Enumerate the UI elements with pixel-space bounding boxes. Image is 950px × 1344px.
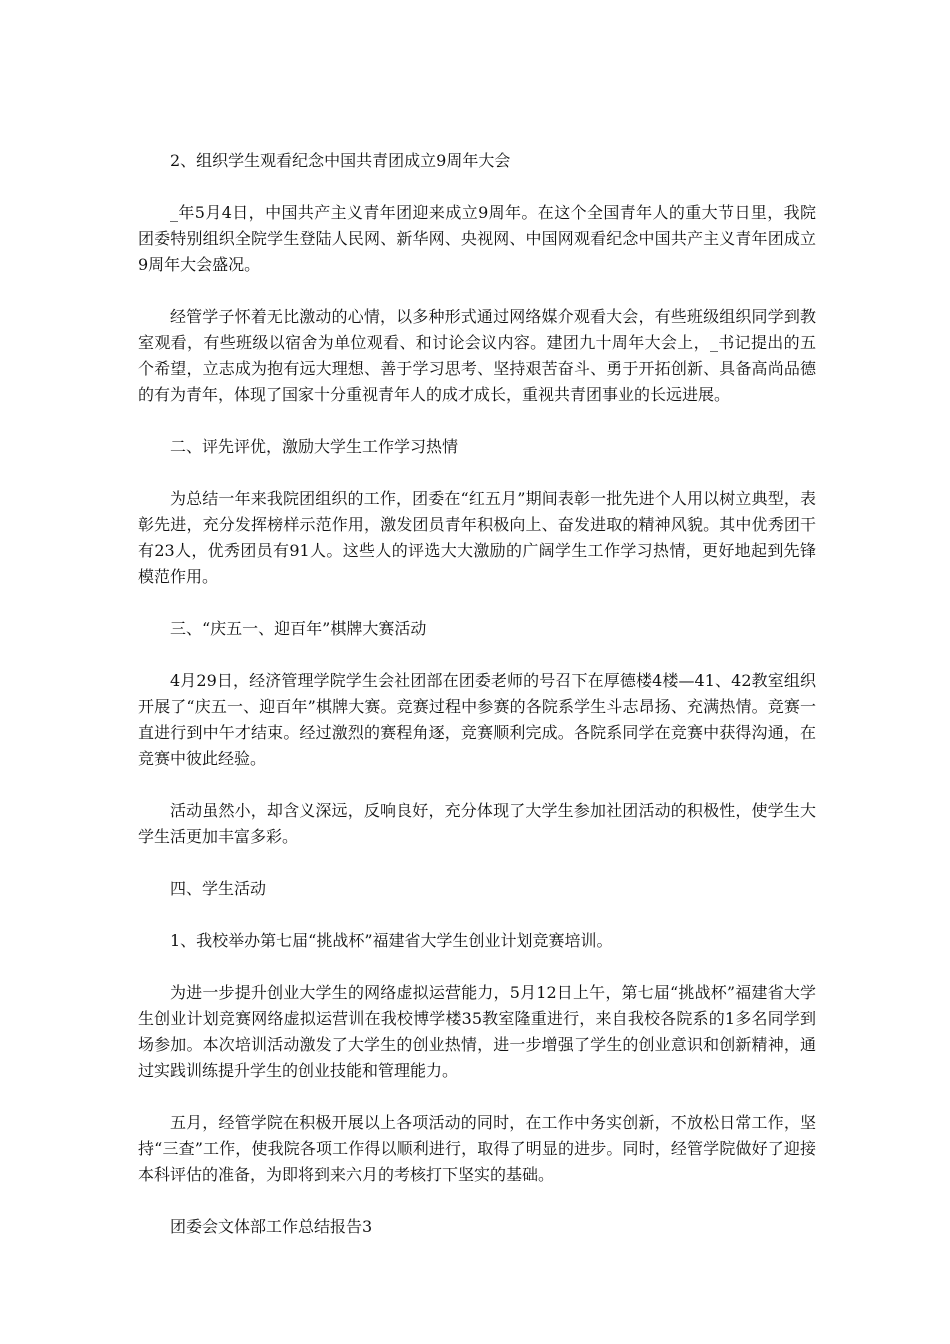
subsection-heading-1: 1、我校举办第七届“挑战杯”福建省大学生创业计划竞赛培训。 <box>170 931 613 950</box>
section-heading-1: 二、评先评优，激励大学生工作学习热情 <box>170 437 459 456</box>
paragraph-item-3: 经管学子怀着无比激动的心情，以多种形式通过网络媒介观看大会，有些班级组织同学到教室观看，有些班级以宿舍为单位观看、和讨论会议内容。建团九十周年大会上，_书记提出的五个希望，立志成为抱有远大理想、善于学习思考、坚持艰苦奋斗、勇于开拓创新、具备高尚品德的有为青年，体现了国家十分重视青年人的成才成长，重视共青团事业的长远进展。 <box>138 307 816 404</box>
document-body <box>138 148 816 1266</box>
paragraph-item-5: 4月29日，经济管理学院学生会社团部在团委老师的号召下在厚德楼4楼—41、42教室组织开展了“庆五一、迎百年”棋牌大赛。竞赛过程中参赛的各院系学生斗志昂扬、充满热情。竞赛一直进行到中午才结束。经过激烈的赛程角逐，竞赛顺利完成。各院系同学在竞赛中获得沟通，在竞赛中彼此经验。 <box>138 671 816 768</box>
document-subtitle: 团委会文体部工作总结报告3 <box>170 1217 373 1236</box>
paragraph-item-6: 活动虽然小，却含义深远，反响良好，充分体现了大学生参加社团活动的积极性，使学生大学生活更加丰富多彩。 <box>138 801 816 846</box>
paragraph-item-7: 为进一步提升创业大学生的网络虚拟运营能力，5月12日上午，第七届“挑战杯”福建省大学生创业计划竞赛网络虚拟运营训在我校博学楼35教室隆重进行，来自我校各院系的1多名同学到场参加。本次培训活动激发了大学生的创业热情，进一步增强了学生的创业意识和创新精神，通过实践训练提升学生的创业技能和管理能力。 <box>138 983 816 1080</box>
paragraph-item-1: 2、组织学生观看纪念中国共青团成立9周年大会 <box>170 151 511 170</box>
section-heading-2: 三、“庆五一、迎百年”棋牌大赛活动 <box>170 619 427 638</box>
section-heading-3: 四、学生活动 <box>170 879 267 898</box>
paragraph-item-8: 五月，经管学院在积极开展以上各项活动的同时，在工作中务实创新，不放松日常工作，坚持“三查”工作，使我院各项工作得以顺利进行，取得了明显的进步。同时，经管学院做好了迎接本科评估的准备，为即将到来六月的考核打下坚实的基础。 <box>138 1113 816 1184</box>
paragraph-item-4: 为总结一年来我院团组织的工作，团委在“红五月”期间表彰一批先进个人用以树立典型，表彰先进，充分发挥榜样示范作用，激发团员青年积极向上、奋发进取的精神风貌。其中优秀团干有23人，优秀团员有91人。这些人的评选大大激励的广阔学生工作学习热情，更好地起到先锋模范作用。 <box>138 489 816 586</box>
paragraph-item-2: _年5月4日，中国共产主义青年团迎来成立9周年。在这个全国青年人的重大节日里，我院团委特别组织全院学生登陆人民网、新华网、央视网、中国网观看纪念中国共产主义青年团成立9周年大会盛况。 <box>138 203 816 274</box>
